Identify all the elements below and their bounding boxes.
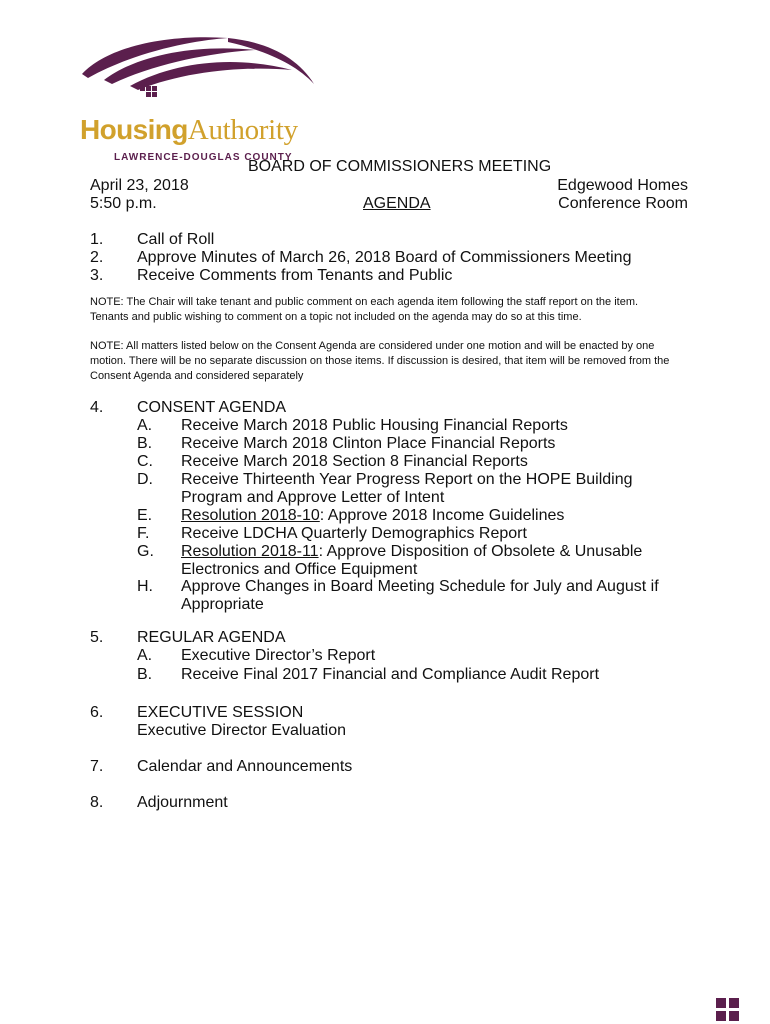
logo-squares-icon — [140, 80, 158, 98]
item-number: 5. — [90, 629, 104, 646]
logo-wordmark — [80, 116, 298, 145]
item-text: Approve Minutes of March 26, 2018 Board of Commissioners Meeting — [137, 249, 632, 266]
item-number: 3. — [90, 267, 104, 284]
sub-item-text: Appropriate — [181, 596, 264, 613]
note-line: Consent Agenda and considered separately — [90, 370, 304, 382]
housing-authority-logo — [78, 34, 318, 163]
sub-item-text: Receive Thirteenth Year Progress Report on the HOPE Building — [181, 471, 633, 488]
corner-squares-icon — [716, 998, 740, 1022]
section-title: EXECUTIVE SESSION — [137, 704, 304, 721]
item-text: Adjournment — [137, 794, 228, 811]
note-line: motion. There will be no separate discussion on those items. If discussion is desired, that item will be removed from the — [90, 355, 670, 367]
item-number: 7. — [90, 758, 104, 775]
sub-item-text — [181, 507, 564, 525]
sub-item-text: Receive March 2018 Public Housing Financial Reports — [181, 417, 568, 434]
sub-item-letter: D. — [137, 471, 153, 488]
sub-item-letter: C. — [137, 453, 153, 470]
sub-item-letter: A. — [137, 647, 153, 664]
sub-item-text-rest: : Approve 2018 Income Guidelines — [319, 507, 565, 524]
sub-item-letter: A. — [137, 417, 153, 434]
note-line: NOTE: All matters listed below on the Consent Agenda are considered under one motion and will be enacted by one — [90, 340, 655, 352]
note-line: NOTE: The Chair will take tenant and public comment on each agenda item following the staff report on the item. — [90, 296, 639, 308]
logo-word-authority: Authority — [187, 114, 298, 146]
item-text: Call of Roll — [137, 231, 215, 248]
sub-item-letter: E. — [137, 507, 153, 524]
meeting-title: BOARD OF COMMISSIONERS MEETING — [248, 158, 552, 175]
sub-item-text: Receive Final 2017 Financial and Compliance Audit Report — [181, 666, 600, 683]
sub-item-text: Receive LDCHA Quarterly Demographics Report — [181, 525, 527, 542]
meeting-location — [557, 177, 688, 213]
sub-item-text: Approve Changes in Board Meeting Schedule for July and August if — [181, 578, 659, 595]
agenda-heading: AGENDA — [363, 195, 431, 212]
note-public-comment — [90, 295, 690, 325]
section-title: CONSENT AGENDA — [137, 399, 287, 416]
resolution-link[interactable]: Resolution 2018-10 — [181, 507, 320, 524]
item-number: 4. — [90, 399, 104, 416]
note-line: Tenants and public wishing to comment on a topic not included on the agenda may do so at this time. — [90, 311, 582, 323]
note-consent-agenda — [90, 339, 690, 384]
item-number: 2. — [90, 249, 104, 266]
sub-item-text: Receive March 2018 Clinton Place Financial Reports — [181, 435, 556, 452]
sub-item-text — [181, 543, 642, 561]
resolution-link[interactable]: Resolution 2018-11 — [181, 543, 319, 560]
item-number: 8. — [90, 794, 104, 811]
sub-item-letter: H. — [137, 578, 153, 595]
sub-item-letter: F. — [137, 525, 150, 542]
section-title: REGULAR AGENDA — [137, 629, 286, 646]
sub-item-text-rest: : Approve Disposition of Obsolete & Unusable — [318, 543, 643, 560]
sub-item-letter: B. — [137, 666, 153, 683]
sub-item-text: Electronics and Office Equipment — [181, 561, 418, 578]
sub-item-text: Executive Director’s Report — [181, 647, 376, 664]
logo-word-housing: Housing — [80, 114, 188, 145]
item-text: Calendar and Announcements — [137, 758, 353, 775]
logo-arcs-graphic — [78, 34, 318, 96]
sub-item-letter: G. — [137, 543, 154, 560]
item-text: Receive Comments from Tenants and Public — [137, 267, 453, 284]
meeting-date: April 23, 2018 — [90, 177, 189, 194]
sub-item-text: Program and Approve Letter of Intent — [181, 489, 445, 506]
meeting-time: 5:50 p.m. — [90, 195, 157, 212]
item-number: 1. — [90, 231, 104, 248]
logo-subtitle: LAWRENCE-DOUGLAS COUNTY — [114, 152, 293, 163]
sub-item-text: Receive March 2018 Section 8 Financial Reports — [181, 453, 528, 470]
item-number: 6. — [90, 704, 104, 721]
location-line-2: Conference Room — [558, 195, 688, 212]
sub-item-letter: B. — [137, 435, 153, 452]
location-line-1: Edgewood Homes — [557, 177, 688, 194]
item-text: Executive Director Evaluation — [137, 722, 346, 739]
